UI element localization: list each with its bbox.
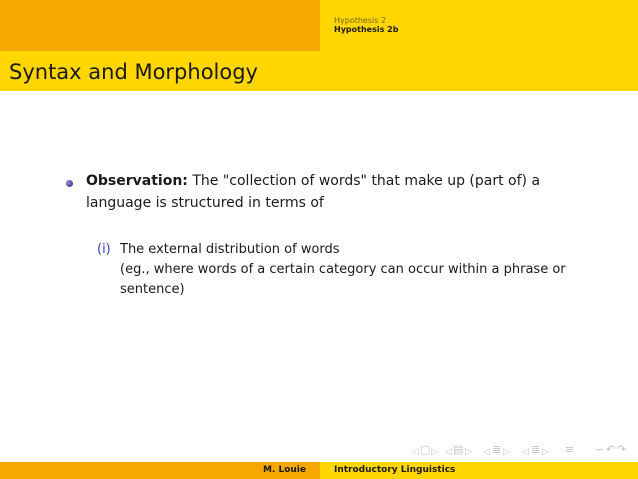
observation-label: Observation: [86,173,188,189]
footer-author-panel [0,462,320,479]
enum-item-line1: The external distribution of words [120,242,340,257]
nav-doc-icon[interactable]: ≣ [531,443,541,456]
nav-subsection-next-icon[interactable]: ▷ [465,447,472,457]
footer-author: M. Louie [262,465,306,475]
frame-title-bar [0,51,638,91]
header-sections-panel [0,0,320,51]
nav-section-next-icon[interactable]: ▷ [503,447,510,457]
nav-forward-icon[interactable]: ↷ [617,443,627,456]
nav-frame-next-icon[interactable]: ▷ [431,447,438,457]
nav-doc-next-icon[interactable]: ▷ [542,447,549,457]
nav-appendix-icon[interactable]: ≡ [565,443,575,456]
nav-frame-prev-icon[interactable]: ◁ [412,447,419,457]
nav-subsection-hypothesis-2b[interactable]: Hypothesis 2b [334,25,399,34]
observation-paragraph [86,170,596,214]
nav-search-icon[interactable]: ∽ [595,443,605,456]
nav-subsection-icon[interactable]: ▤ [453,443,464,456]
enum-item-line2: (eg., where words of a certain category can occur within a phrase or sentence) [120,262,566,297]
bullet-icon [66,180,73,187]
nav-frame-icon[interactable]: ▢ [420,443,431,456]
nav-section-prev-icon[interactable]: ◁ [483,447,490,457]
enum-item-i [120,240,600,300]
enum-label-i: (i) [97,242,111,257]
frame-title: Syntax and Morphology [9,60,258,84]
footer-title: Introductory Linguistics [334,465,456,475]
nav-subsection-prev-icon[interactable]: ◁ [445,447,452,457]
nav-back-icon[interactable]: ↶ [606,443,616,456]
footer-title-panel [320,462,638,479]
nav-subsection-hypothesis-2[interactable]: Hypothesis 2 [334,16,387,25]
observation-text: The "collection of words" that make up (part of) a language is structured in terms of [86,173,541,211]
nav-section-icon[interactable]: ≣ [492,443,502,456]
nav-doc-prev-icon[interactable]: ◁ [522,447,529,457]
